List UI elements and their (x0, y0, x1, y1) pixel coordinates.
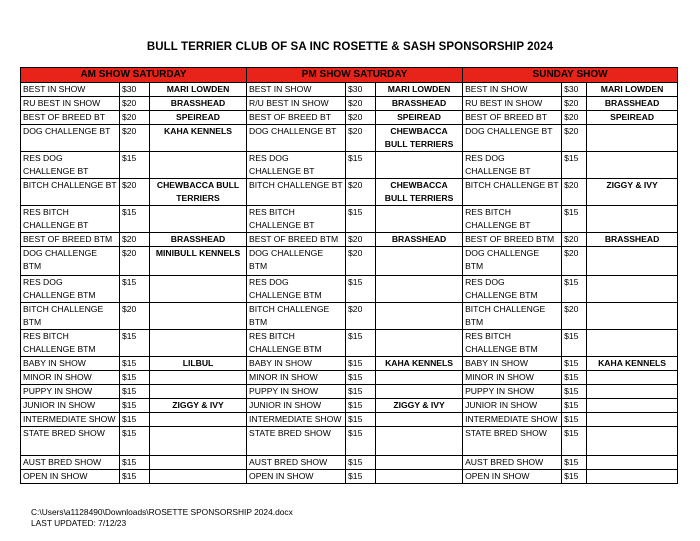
prize-cell: $15 (562, 276, 587, 303)
table-row (21, 385, 678, 399)
class-name-cell: BEST IN SHOW (247, 83, 346, 97)
sponsor-cell (376, 303, 463, 330)
sponsor-cell: CHEWBACCA BULL TERRIERS (150, 179, 247, 206)
prize-cell: $15 (562, 385, 587, 399)
sponsor-cell (376, 330, 463, 357)
sponsor-cell (587, 385, 678, 399)
class-name-cell: OPEN IN SHOW (463, 470, 562, 484)
sponsor-cell (587, 303, 678, 330)
class-name-cell: BEST OF BREED BT (247, 111, 346, 125)
sponsor-cell: KAHA KENNELS (376, 357, 463, 371)
table-row (21, 152, 678, 179)
class-name-cell: DOG CHALLENGE BTM (21, 247, 120, 276)
class-name-cell: DOG CHALLENGE BT (247, 125, 346, 152)
sponsor-cell: LILBUL (150, 357, 247, 371)
class-name-cell: STATE BRED SHOW (21, 427, 120, 456)
sponsor-cell (587, 125, 678, 152)
prize-cell: $20 (346, 303, 376, 330)
prize-cell: $15 (120, 470, 150, 484)
sponsor-cell (150, 371, 247, 385)
prize-cell: $15 (346, 371, 376, 385)
sponsor-cell (587, 413, 678, 427)
class-name-cell: AUST BRED SHOW (463, 456, 562, 470)
prize-cell: $15 (120, 456, 150, 470)
class-name-cell: INTERMEDIATE SHOW (21, 413, 120, 427)
class-name-cell: RES DOG CHALLENGE BT (247, 152, 346, 179)
sponsor-cell (150, 427, 247, 456)
sponsor-cell: KAHA KENNELS (150, 125, 247, 152)
prize-cell: $15 (120, 371, 150, 385)
sponsor-cell: ZIGGY & IVY (587, 179, 678, 206)
sponsor-cell (150, 152, 247, 179)
table-row (21, 427, 678, 456)
prize-cell: $15 (120, 413, 150, 427)
class-name-cell: RU BEST IN SHOW (21, 97, 120, 111)
table-row (21, 371, 678, 385)
class-name-cell: R/U BEST IN SHOW (247, 97, 346, 111)
table-row (21, 111, 678, 125)
prize-cell: $15 (120, 152, 150, 179)
prize-cell: $20 (120, 179, 150, 206)
class-name-cell: DOG CHALLENGE BTM (247, 247, 346, 276)
sponsor-cell (376, 456, 463, 470)
section-header-pm: PM SHOW SATURDAY (247, 68, 463, 83)
class-name-cell: RES BITCH CHALLENGE BTM (21, 330, 120, 357)
prize-cell: $15 (562, 357, 587, 371)
table-row (21, 413, 678, 427)
class-name-cell: DOG CHALLENGE BT (21, 125, 120, 152)
class-name-cell: BITCH CHALLENGE BTM (463, 303, 562, 330)
class-name-cell: BEST OF BREED BTM (463, 233, 562, 247)
sponsor-cell (587, 247, 678, 276)
prize-cell: $20 (346, 233, 376, 247)
class-name-cell: AUST BRED SHOW (21, 456, 120, 470)
table-row (21, 399, 678, 413)
class-name-cell: BEST IN SHOW (463, 83, 562, 97)
sponsor-cell (587, 152, 678, 179)
sponsor-cell (150, 276, 247, 303)
class-name-cell: OPEN IN SHOW (21, 470, 120, 484)
sponsor-cell: SPEIREAD (587, 111, 678, 125)
prize-cell: $15 (562, 152, 587, 179)
sponsorship-table (20, 67, 678, 484)
document-title: BULL TERRIER CLUB OF SA INC ROSETTE & SASH SPONSORSHIP 2024 (146, 41, 554, 53)
class-name-cell: BEST OF BREED BT (463, 111, 562, 125)
prize-cell: $15 (562, 427, 587, 456)
class-name-cell: DOG CHALLENGE BTM (463, 247, 562, 276)
table-row (21, 125, 678, 152)
class-name-cell: RU BEST IN SHOW (463, 97, 562, 111)
class-name-cell: RES DOG CHALLENGE BT (463, 152, 562, 179)
prize-cell: $20 (346, 111, 376, 125)
table-row (21, 83, 678, 97)
sponsor-cell: BRASSHEAD (587, 233, 678, 247)
sponsor-cell (376, 427, 463, 456)
class-name-cell: RES BITCH CHALLENGE BTM (463, 330, 562, 357)
prize-cell: $15 (120, 385, 150, 399)
prize-cell: $15 (120, 330, 150, 357)
prize-cell: $20 (562, 247, 587, 276)
sponsor-cell: KAHA KENNELS (587, 357, 678, 371)
prize-cell: $20 (120, 97, 150, 111)
table-row (21, 330, 678, 357)
table-row (21, 456, 678, 470)
class-name-cell: BABY IN SHOW (21, 357, 120, 371)
table-row (21, 206, 678, 233)
prize-cell: $15 (346, 276, 376, 303)
prize-cell: $15 (346, 427, 376, 456)
sponsor-cell: SPEIREAD (150, 111, 247, 125)
table-row (21, 303, 678, 330)
class-name-cell: RES DOG CHALLENGE BTM (21, 276, 120, 303)
sponsor-cell (587, 206, 678, 233)
class-name-cell: BABY IN SHOW (463, 357, 562, 371)
class-name-cell: RES DOG CHALLENGE BT (21, 152, 120, 179)
sponsor-cell: BRASSHEAD (587, 97, 678, 111)
sponsor-cell (376, 470, 463, 484)
class-name-cell: DOG CHALLENGE BT (463, 125, 562, 152)
sponsor-cell: SPEIREAD (376, 111, 463, 125)
sponsor-cell (587, 276, 678, 303)
prize-cell: $20 (562, 97, 587, 111)
footer (31, 507, 293, 529)
prize-cell: $15 (562, 399, 587, 413)
sponsor-cell (150, 413, 247, 427)
prize-cell: $15 (346, 357, 376, 371)
prize-cell: $15 (346, 399, 376, 413)
class-name-cell: STATE BRED SHOW (463, 427, 562, 456)
prize-cell: $15 (562, 330, 587, 357)
class-name-cell: PUPPY IN SHOW (21, 385, 120, 399)
sponsor-cell: MARI LOWDEN (150, 83, 247, 97)
prize-cell: $20 (120, 125, 150, 152)
sponsor-cell (376, 371, 463, 385)
class-name-cell: MINOR IN SHOW (247, 371, 346, 385)
sponsor-cell (587, 456, 678, 470)
prize-cell: $15 (346, 385, 376, 399)
prize-cell: $20 (562, 125, 587, 152)
sponsor-cell (376, 206, 463, 233)
table-row (21, 247, 678, 276)
prize-cell: $20 (346, 125, 376, 152)
prize-cell: $15 (346, 330, 376, 357)
sponsor-cell (150, 385, 247, 399)
class-name-cell: RES BITCH CHALLENGE BT (247, 206, 346, 233)
prize-cell: $20 (120, 303, 150, 330)
sponsor-cell: BRASSHEAD (376, 233, 463, 247)
class-name-cell: STATE BRED SHOW (247, 427, 346, 456)
sponsor-cell (587, 371, 678, 385)
table-row (21, 357, 678, 371)
table-row (21, 233, 678, 247)
sponsor-cell (150, 206, 247, 233)
class-name-cell: BITCH CHALLENGE BT (463, 179, 562, 206)
last-updated: LAST UPDATED: 7/12/23 (31, 518, 127, 528)
class-name-cell: JUNIOR IN SHOW (247, 399, 346, 413)
class-name-cell: INTERMEDIATE SHOW (463, 413, 562, 427)
sponsor-cell: ZIGGY & IVY (376, 399, 463, 413)
prize-cell: $15 (120, 399, 150, 413)
prize-cell: $15 (562, 470, 587, 484)
class-name-cell: RES BITCH CHALLENGE BT (21, 206, 120, 233)
class-name-cell: RES DOG CHALLENGE BTM (247, 276, 346, 303)
prize-cell: $15 (120, 276, 150, 303)
prize-cell: $15 (346, 456, 376, 470)
prize-cell: $15 (562, 371, 587, 385)
sponsor-cell: CHEWBACCA BULL TERRIERS (376, 125, 463, 152)
class-name-cell: BEST OF BREED BT (21, 111, 120, 125)
sponsor-cell (376, 276, 463, 303)
prize-cell: $15 (346, 206, 376, 233)
prize-cell: $15 (120, 427, 150, 456)
prize-cell: $20 (346, 179, 376, 206)
section-header-am: AM SHOW SATURDAY (21, 68, 247, 83)
prize-cell: $30 (346, 83, 376, 97)
table-row (21, 276, 678, 303)
class-name-cell: BITCH CHALLENGE BT (247, 179, 346, 206)
prize-cell: $15 (346, 413, 376, 427)
class-name-cell: RES BITCH CHALLENGE BTM (247, 330, 346, 357)
table-row (21, 179, 678, 206)
prize-cell: $15 (562, 206, 587, 233)
prize-cell: $20 (346, 247, 376, 276)
sponsor-cell (376, 247, 463, 276)
prize-cell: $20 (120, 247, 150, 276)
sponsor-cell: CHEWBACCA BULL TERRIERS (376, 179, 463, 206)
class-name-cell: JUNIOR IN SHOW (463, 399, 562, 413)
prize-cell: $20 (562, 233, 587, 247)
sponsor-cell: MARI LOWDEN (376, 83, 463, 97)
class-name-cell: BABY IN SHOW (247, 357, 346, 371)
class-name-cell: OPEN IN SHOW (247, 470, 346, 484)
class-name-cell: RES DOG CHALLENGE BTM (463, 276, 562, 303)
prize-cell: $15 (562, 456, 587, 470)
class-name-cell: MINOR IN SHOW (21, 371, 120, 385)
table-body (21, 83, 678, 484)
sponsor-cell: MINIBULL KENNELS (150, 247, 247, 276)
prize-cell: $15 (120, 357, 150, 371)
sponsor-cell (150, 456, 247, 470)
class-name-cell: BEST OF BREED BTM (247, 233, 346, 247)
class-name-cell: MINOR IN SHOW (463, 371, 562, 385)
sponsor-cell (376, 152, 463, 179)
file-path: C:\Users\a1128490\Downloads\ROSETTE SPONSORSHIP 2024.docx (31, 507, 293, 517)
prize-cell: $15 (120, 206, 150, 233)
prize-cell: $20 (346, 97, 376, 111)
prize-cell: $30 (562, 83, 587, 97)
class-name-cell: PUPPY IN SHOW (463, 385, 562, 399)
sponsor-cell (150, 303, 247, 330)
class-name-cell: BEST IN SHOW (21, 83, 120, 97)
sponsor-cell (150, 330, 247, 357)
sponsor-cell (587, 427, 678, 456)
sponsor-cell: BRASSHEAD (150, 97, 247, 111)
sponsor-cell (150, 470, 247, 484)
class-name-cell: BITCH CHALLENGE BTM (247, 303, 346, 330)
prize-cell: $20 (562, 111, 587, 125)
sponsor-cell: BRASSHEAD (376, 97, 463, 111)
class-name-cell: INTERMEDIATE SHOW (247, 413, 346, 427)
prize-cell: $15 (346, 470, 376, 484)
sponsor-cell (376, 413, 463, 427)
sponsor-cell (587, 330, 678, 357)
prize-cell: $20 (120, 233, 150, 247)
table-row (21, 470, 678, 484)
sponsor-cell: BRASSHEAD (150, 233, 247, 247)
section-header-sunday: SUNDAY SHOW (463, 68, 678, 83)
class-name-cell: RES BITCH CHALLENGE BT (463, 206, 562, 233)
section-header-row (21, 68, 678, 83)
prize-cell: $20 (562, 179, 587, 206)
class-name-cell: BEST OF BREED BTM (21, 233, 120, 247)
prize-cell: $20 (120, 111, 150, 125)
sponsor-cell: ZIGGY & IVY (150, 399, 247, 413)
prize-cell: $15 (562, 413, 587, 427)
prize-cell: $15 (346, 152, 376, 179)
class-name-cell: BITCH CHALLENGE BTM (21, 303, 120, 330)
sponsor-cell (376, 385, 463, 399)
class-name-cell: PUPPY IN SHOW (247, 385, 346, 399)
table-row (21, 97, 678, 111)
prize-cell: $20 (562, 303, 587, 330)
class-name-cell: AUST BRED SHOW (247, 456, 346, 470)
sponsor-cell: MARI LOWDEN (587, 83, 678, 97)
class-name-cell: JUNIOR IN SHOW (21, 399, 120, 413)
sponsor-cell (587, 470, 678, 484)
prize-cell: $30 (120, 83, 150, 97)
class-name-cell: BITCH CHALLENGE BT (21, 179, 120, 206)
sponsor-cell (587, 399, 678, 413)
